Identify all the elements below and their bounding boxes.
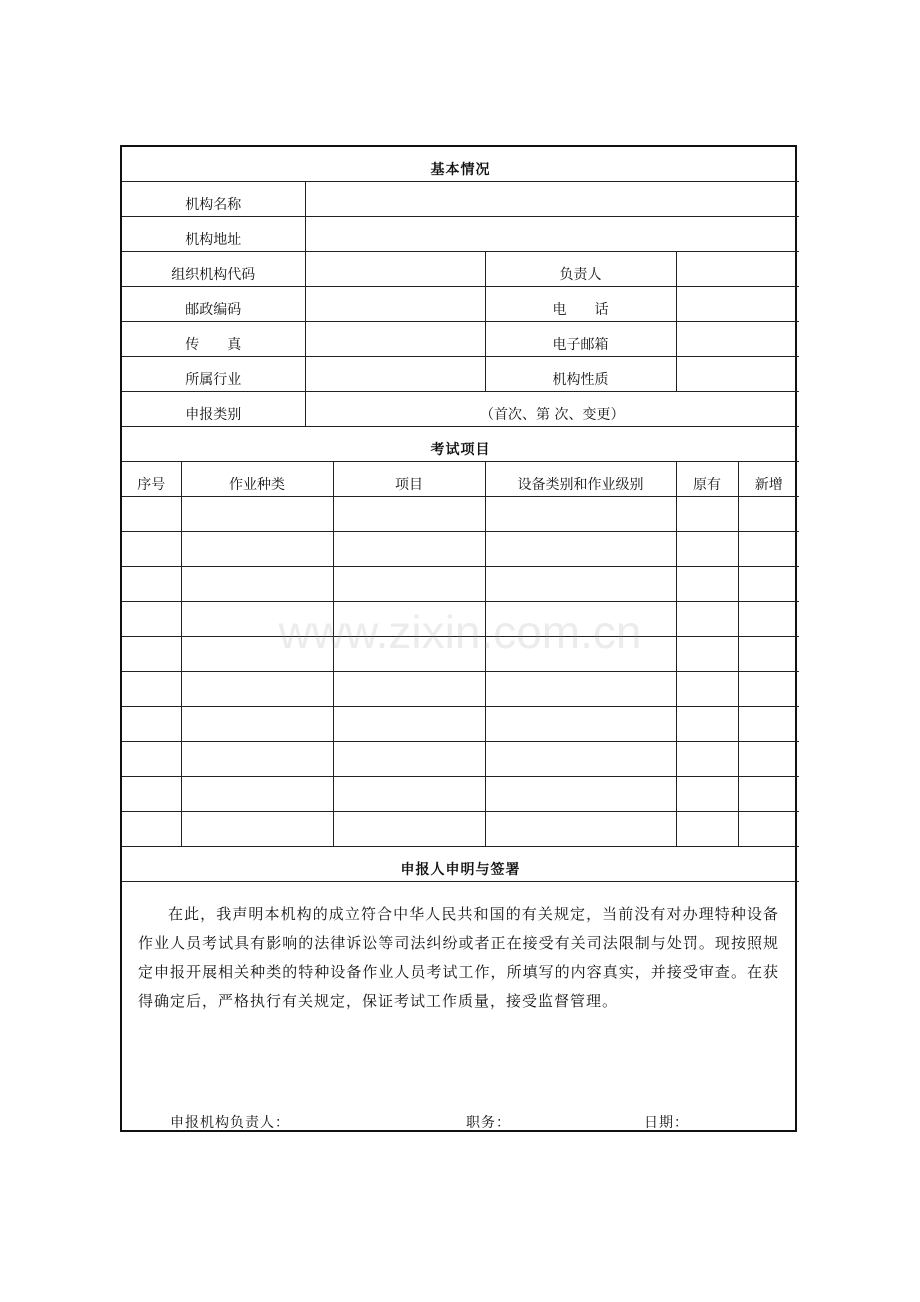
exam-cell[interactable]: [676, 777, 738, 812]
responsible-field[interactable]: [676, 252, 799, 287]
exam-cell[interactable]: [485, 707, 676, 742]
col-header-equipment-level: 设备类别和作业级别: [485, 462, 676, 497]
exam-cell[interactable]: [676, 602, 738, 637]
exam-cell[interactable]: [122, 567, 181, 602]
exam-cell[interactable]: [333, 497, 485, 532]
email-field[interactable]: [676, 322, 799, 357]
exam-cell[interactable]: [485, 497, 676, 532]
declaration-title: 申报人申明与签署: [122, 847, 799, 882]
exam-cell[interactable]: [122, 812, 181, 847]
apply-type-label: 申报类别: [122, 392, 305, 427]
org-code-label: 组织机构代码: [122, 252, 305, 287]
org-code-field[interactable]: [305, 252, 485, 287]
exam-cell[interactable]: [485, 637, 676, 672]
phone-field[interactable]: [676, 287, 799, 322]
exam-cell[interactable]: [485, 672, 676, 707]
exam-cell[interactable]: [333, 672, 485, 707]
basic-info-table: [122, 147, 799, 427]
exam-cell[interactable]: [485, 602, 676, 637]
exam-row: [122, 812, 799, 847]
postal-field[interactable]: [305, 287, 485, 322]
exam-cell[interactable]: [676, 567, 738, 602]
exam-row: [122, 497, 799, 532]
postal-label: 邮政编码: [122, 287, 305, 322]
exam-cell[interactable]: [676, 637, 738, 672]
exam-cell[interactable]: [181, 602, 333, 637]
basic-info-title: 基本情况: [122, 147, 799, 182]
exam-cell[interactable]: [738, 812, 799, 847]
exam-cell[interactable]: [738, 707, 799, 742]
exam-items-title: 考试项目: [122, 427, 799, 462]
org-address-field[interactable]: [305, 217, 799, 252]
exam-cell[interactable]: [738, 532, 799, 567]
fax-label: 传 真: [122, 322, 305, 357]
exam-cell[interactable]: [122, 637, 181, 672]
col-header-new: 新增: [738, 462, 799, 497]
exam-cell[interactable]: [122, 777, 181, 812]
sign-position-label: 职务：: [466, 1115, 511, 1131]
exam-cell[interactable]: [738, 602, 799, 637]
sign-responsible-label: 申报机构负责人：: [170, 1115, 290, 1131]
nature-label: 机构性质: [485, 357, 676, 392]
exam-row: [122, 637, 799, 672]
exam-cell[interactable]: [333, 602, 485, 637]
exam-cell[interactable]: [181, 532, 333, 567]
exam-cell[interactable]: [181, 812, 333, 847]
responsible-label: 负责人: [485, 252, 676, 287]
exam-cell[interactable]: [333, 812, 485, 847]
exam-cell[interactable]: [333, 777, 485, 812]
nature-field[interactable]: [676, 357, 799, 392]
col-header-item: 项目: [333, 462, 485, 497]
exam-cell[interactable]: [181, 672, 333, 707]
industry-label: 所属行业: [122, 357, 305, 392]
col-header-category: 作业种类: [181, 462, 333, 497]
exam-cell[interactable]: [181, 497, 333, 532]
phone-label: 电 话: [485, 287, 676, 322]
exam-cell[interactable]: [122, 602, 181, 637]
exam-items-body: [122, 497, 799, 847]
exam-row: [122, 567, 799, 602]
exam-row: [122, 707, 799, 742]
exam-cell[interactable]: [676, 742, 738, 777]
exam-cell[interactable]: [738, 497, 799, 532]
exam-row: [122, 777, 799, 812]
application-form: [120, 145, 797, 1132]
exam-cell[interactable]: [122, 707, 181, 742]
exam-cell[interactable]: [122, 742, 181, 777]
apply-type-field[interactable]: （首次、第 次、变更）: [305, 392, 799, 427]
exam-row: [122, 742, 799, 777]
exam-cell[interactable]: [122, 672, 181, 707]
exam-cell[interactable]: [738, 637, 799, 672]
exam-row: [122, 602, 799, 637]
org-address-label: 机构地址: [122, 217, 305, 252]
exam-cell[interactable]: [676, 672, 738, 707]
exam-cell[interactable]: [738, 567, 799, 602]
exam-items-table: [122, 427, 799, 882]
exam-cell[interactable]: [485, 742, 676, 777]
exam-cell[interactable]: [676, 812, 738, 847]
exam-cell[interactable]: [181, 567, 333, 602]
exam-cell[interactable]: [676, 497, 738, 532]
exam-row: [122, 532, 799, 567]
col-header-index: 序号: [122, 462, 181, 497]
exam-cell[interactable]: [333, 707, 485, 742]
exam-cell[interactable]: [676, 707, 738, 742]
declaration-section: [122, 900, 795, 1150]
email-label: 电子邮箱: [485, 322, 676, 357]
exam-cell[interactable]: [676, 532, 738, 567]
exam-cell[interactable]: [333, 637, 485, 672]
org-name-label: 机构名称: [122, 182, 305, 217]
exam-cell[interactable]: [485, 567, 676, 602]
fax-field[interactable]: [305, 322, 485, 357]
declaration-text: 在此，我声明本机构的成立符合中华人民共和国的有关规定，当前没有对办理特种设备作业人员考试具有影响的法律诉讼等司法纠纷或者正在接受有关司法限制与处罚。现按照规定申报开展相关种类的特种设备作业人员考试工作，所填写的内容真实，并接受审查。在获得确定后，严格执行有关规定，保证考试工作质量，接受监督管理。: [138, 905, 779, 1010]
exam-cell[interactable]: [485, 532, 676, 567]
exam-cell[interactable]: [485, 777, 676, 812]
exam-cell[interactable]: [181, 707, 333, 742]
exam-cell[interactable]: [738, 672, 799, 707]
exam-row: [122, 672, 799, 707]
watermark: www.zixin.com.cn: [278, 606, 642, 658]
exam-cell[interactable]: [738, 777, 799, 812]
exam-cell[interactable]: [181, 742, 333, 777]
exam-cell[interactable]: [738, 742, 799, 777]
sign-date-label: 日期：: [644, 1115, 689, 1131]
exam-cell[interactable]: [122, 532, 181, 567]
exam-cell[interactable]: [485, 812, 676, 847]
exam-cell[interactable]: [333, 742, 485, 777]
exam-cell[interactable]: [333, 567, 485, 602]
exam-cell[interactable]: [181, 777, 333, 812]
exam-cell[interactable]: [333, 532, 485, 567]
org-name-field[interactable]: [305, 182, 799, 217]
industry-field[interactable]: [305, 357, 485, 392]
col-header-existing: 原有: [676, 462, 738, 497]
exam-cell[interactable]: [181, 637, 333, 672]
exam-cell[interactable]: [122, 497, 181, 532]
